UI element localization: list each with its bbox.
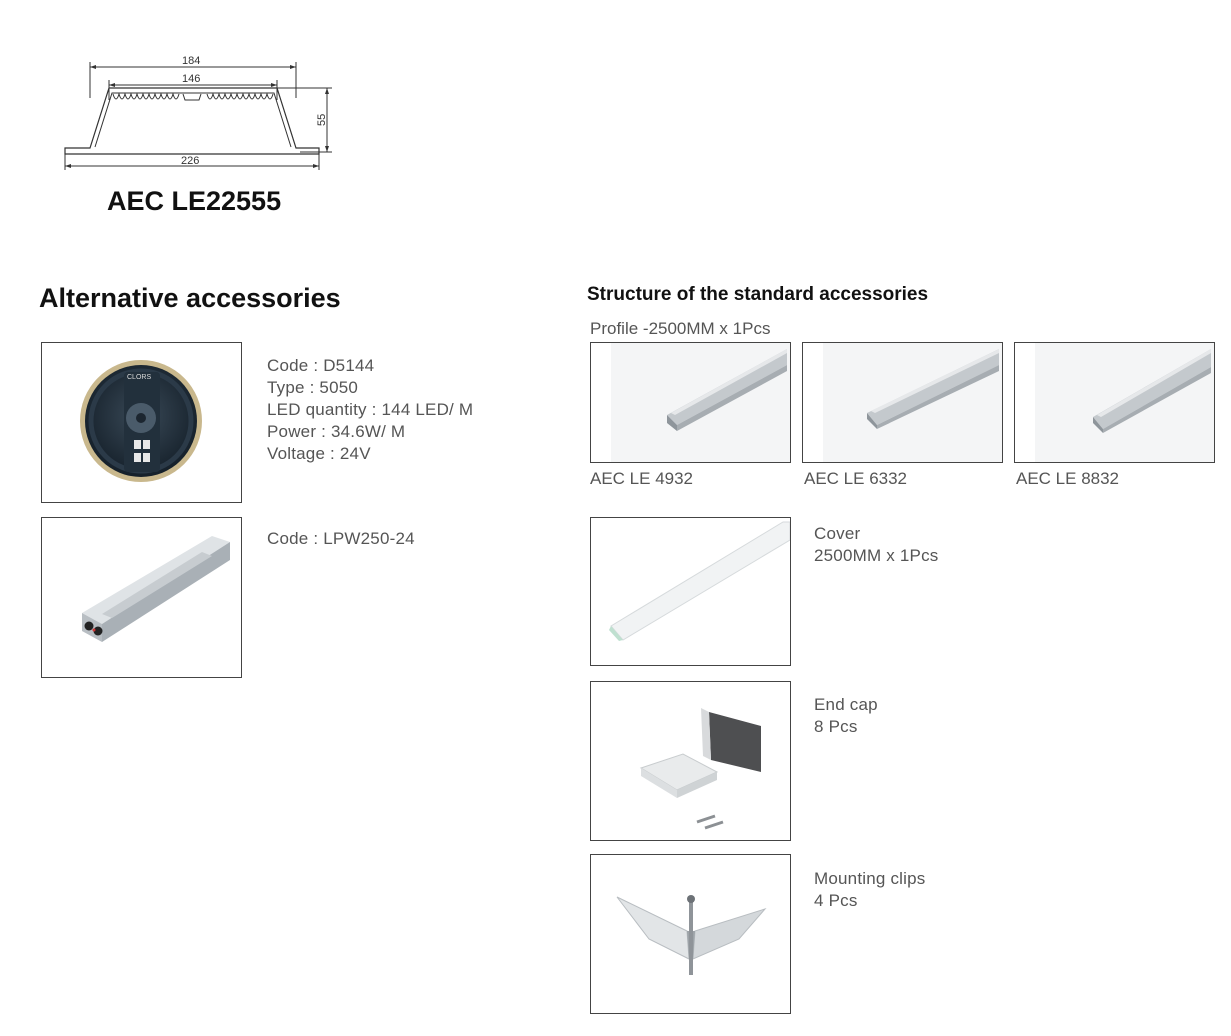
- profile-image-4932: [590, 342, 791, 463]
- profile-image-6332: [802, 342, 1003, 463]
- profile-caption: AEC LE 4932: [590, 469, 694, 488]
- profile-caption: AEC LE 6332: [804, 469, 908, 488]
- spec-line: Type : 5050: [267, 378, 359, 397]
- dim-top-label: 184: [182, 55, 201, 67]
- standard-heading: Structure of the standard accessories: [587, 284, 929, 305]
- profile-cross-section-drawing: [55, 50, 345, 175]
- part-line: 4 Pcs: [814, 891, 858, 910]
- power-driver-image: [41, 517, 242, 678]
- cover-specs: [814, 523, 938, 567]
- end-cap-specs: [814, 694, 878, 738]
- dim-height-label: 55: [316, 113, 328, 126]
- part-line: 8 Pcs: [814, 717, 858, 736]
- alternative-heading: Alternative accessories: [39, 283, 341, 313]
- end-cap-image: [590, 681, 791, 841]
- spec-line: LED quantity : 144 LED/ M: [267, 400, 474, 419]
- part-line: 2500MM x 1Pcs: [814, 546, 939, 565]
- spec-line: Voltage : 24V: [267, 444, 371, 463]
- model-title: AEC LE22555: [107, 186, 282, 216]
- led-strip-image: [41, 342, 242, 503]
- spec-line: Code : D5144: [267, 356, 375, 375]
- dim-inner-label: 146: [182, 73, 201, 85]
- svg-text:CLORS: CLORS: [127, 374, 152, 381]
- part-line: Cover: [814, 524, 861, 543]
- mounting-clip-image: [590, 854, 791, 1014]
- profile-label: Profile -2500MM x 1Pcs: [590, 319, 771, 338]
- profile-image-8832: [1014, 342, 1215, 463]
- led-strip-specs: [267, 355, 473, 465]
- cover-image: [590, 517, 791, 666]
- power-driver-specs: [267, 528, 415, 550]
- dim-base-label: 226: [181, 155, 200, 167]
- part-line: Mounting clips: [814, 869, 926, 888]
- profile-caption: AEC LE 8832: [1016, 469, 1120, 488]
- spec-line: Code : LPW250-24: [267, 529, 415, 548]
- mounting-clip-specs: [814, 868, 925, 912]
- part-line: End cap: [814, 695, 878, 714]
- spec-line: Power : 34.6W/ M: [267, 422, 406, 441]
